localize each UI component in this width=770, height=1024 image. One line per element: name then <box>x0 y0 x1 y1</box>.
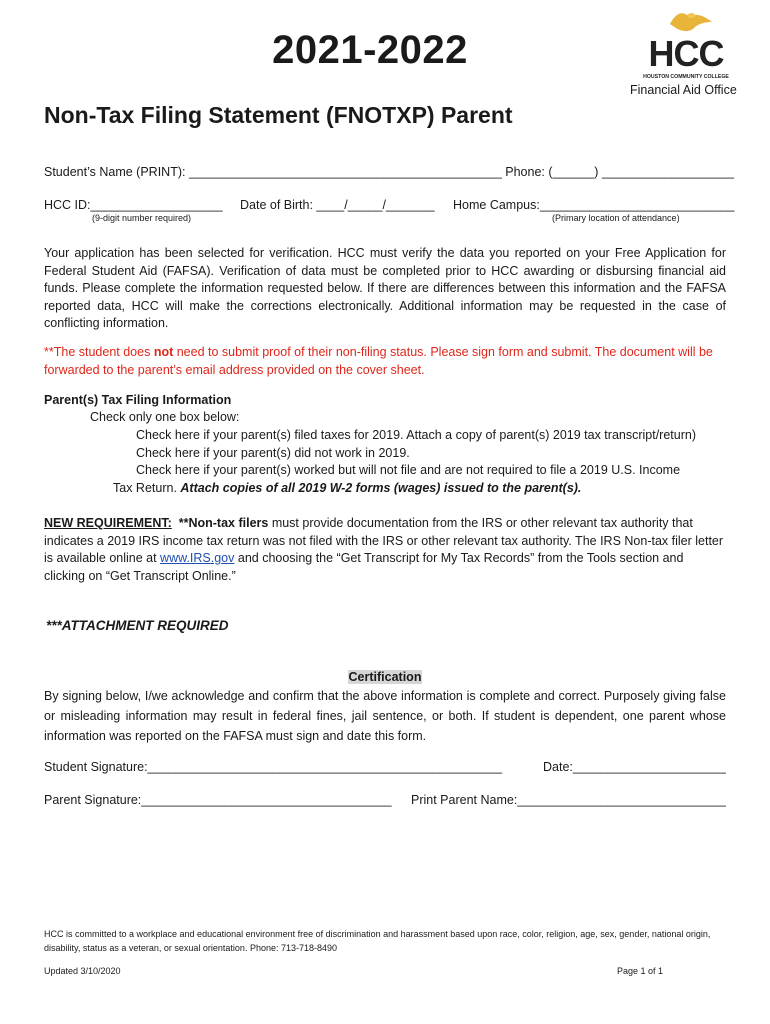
new-requirement-label: NEW REQUIREMENT: <box>44 516 172 530</box>
option-filed-taxes[interactable]: Check here if your parent(s) filed taxes for 2019. Attach a copy of parent(s) 2019 tax transcript/return) <box>136 428 696 442</box>
certification-heading <box>0 668 770 686</box>
logo-subtext: HOUSTON COMMUNITY COLLEGE <box>643 74 729 80</box>
certification-text: By signing below, I/we acknowledge and confirm that the above information is complete and correct. Purposely giving false or misleading information may result in federal fines, jail sentence, or both. If student is dependent, one parent whose information was reported on the FAFSA must sign and date this form. <box>44 689 726 743</box>
nondiscrimination-statement: HCC is committed to a workplace and educational environment free of discrimination and harassment based upon race, color, religion, age, sex, gender, national origin, disability, status as a veteran, or sexual orientation. Phone: 713-718-8490 <box>44 929 711 953</box>
logo-text: HCC <box>648 33 724 74</box>
option-did-not-work[interactable]: Check here if your parent(s) did not work in 2019. <box>136 446 410 460</box>
certification-title: Certification <box>348 670 422 684</box>
home-campus-field[interactable]: Home Campus:____________________________ <box>453 198 735 212</box>
updated-date: Updated 3/10/2020 <box>44 966 121 976</box>
notice-part2: need to submit proof of their non-filing status. Please sign form and submit. The document will be forwarded to the parent’s email address provided on the cover sheet. <box>44 345 713 377</box>
dob-field[interactable]: Date of Birth: ____/_____/_______ <box>240 198 435 212</box>
parent-signature-field[interactable]: Parent Signature:____________________________________ <box>44 793 392 807</box>
hcc-logo <box>630 8 742 80</box>
office-label: Financial Aid Office <box>630 83 737 97</box>
tax-info-instruction: Check only one box below: <box>90 410 240 424</box>
hcc-id-field[interactable]: HCC ID:___________________ <box>44 198 223 212</box>
page-number: Page 1 of 1 <box>617 966 664 976</box>
hcc-logo-graphic <box>630 8 742 80</box>
notice-prefix: ** <box>44 345 54 359</box>
requirement-text-2: and choosing the “Get Transcript for My Tax Records” from the Tools section and clicking on “Get Transcript Online.” <box>44 551 684 583</box>
option-worked-not-filed-cont <box>113 481 581 495</box>
notice-not: not <box>153 345 174 359</box>
student-date-field[interactable]: Date:______________________ <box>543 760 726 774</box>
tax-info-heading: Parent(s) Tax Filing Information <box>44 393 232 407</box>
attachment-required: ***ATTACHMENT REQUIRED <box>46 618 229 633</box>
form-title: Non-Tax Filing Statement (FNOTXP) Parent <box>44 102 513 128</box>
student-name-phone-field[interactable]: Student’s Name (PRINT): _____________________________________________ Phone: (______) ___________________ <box>44 165 734 179</box>
print-parent-name-field[interactable]: Print Parent Name:______________________________ <box>411 793 726 807</box>
student-signature-field[interactable]: Student Signature:___________________________________________________ <box>44 760 503 774</box>
form-year: 2021-2022 <box>272 28 468 72</box>
home-campus-note: (Primary location of attendance) <box>552 213 680 223</box>
non-tax-filers-label: **Non-tax filers <box>171 516 269 530</box>
student-notice <box>44 344 726 379</box>
w2-attach-instruction: Attach copies of all 2019 W-2 forms (wages) issued to the parent(s). <box>180 481 582 495</box>
new-requirement-paragraph <box>44 515 726 585</box>
option-worked-not-filed[interactable]: Check here if your parent(s) worked but will not file and are not required to file a 2019 U.S. Income <box>136 463 681 477</box>
notice-part1: The student does <box>53 345 154 359</box>
requirement-text-1: must provide documentation from the IRS or other relevant tax authority that indicates a 2019 IRS income tax return was not filed with the IRS or other relevant tax authority. The IRS Non-tax filer letter is available online at <box>44 516 724 565</box>
hcc-id-note: (9-digit number required) <box>92 213 192 223</box>
irs-link[interactable]: www.IRS.gov <box>160 551 235 565</box>
verification-paragraph: Your application has been selected for verification. HCC must verify the data you reported on your Free Application for Federal Student Aid (FAFSA). Verification of data must be completed prior to HCC awarding or disbursing financial aid funds. Please complete the information requested below. If there are differences between this information and the FAFSA reported data, HCC will make the corrections electronically. Additional information may be requested in the case of conflicting information. <box>44 246 726 330</box>
option3-cont-text: Tax Return. <box>113 481 181 495</box>
